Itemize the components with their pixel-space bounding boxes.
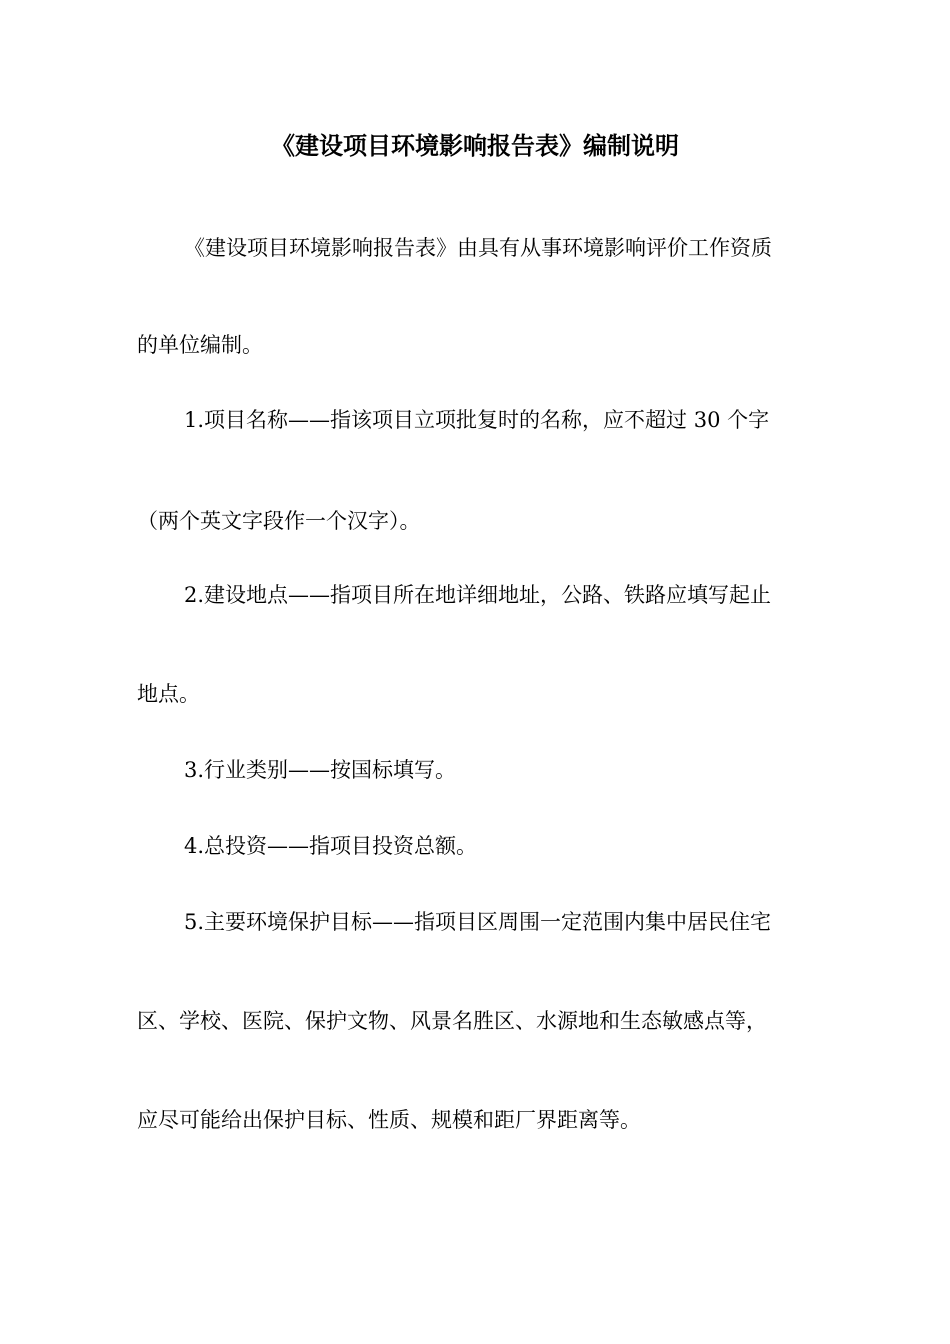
- intro-line-1: 《建设项目环境影响报告表》由具有从事环境影响评价工作资质: [184, 236, 772, 260]
- item-5-line-3: 应尽可能给出保护目标、性质、规模和距厂界距离等。: [137, 1108, 641, 1132]
- item-1-line-2: （两个英文字段作一个汉字）。: [137, 509, 421, 533]
- item-2-line-2: 地点。: [137, 682, 200, 706]
- item-3-line: 3.行业类别——按国标填写。: [184, 758, 457, 782]
- item-5-line-1: 5.主要环境保护目标——指项目区周围一定范围内集中居民住宅: [184, 910, 772, 934]
- item-1-line-1: 1.项目名称——指该项目立项批复时的名称，应不超过 30 个字: [184, 408, 770, 432]
- intro-line-2: 的单位编制。: [137, 333, 263, 357]
- item-2-line-1: 2.建设地点——指项目所在地详细地址，公路、铁路应填写起止: [184, 583, 772, 607]
- item-4-line: 4.总投资——指项目投资总额。: [184, 834, 478, 858]
- item-5-line-2: 区、学校、医院、保护文物、风景名胜区、水源地和生态敏感点等，: [137, 1009, 767, 1033]
- document-title: 《建设项目环境影响报告表》编制说明: [271, 131, 679, 160]
